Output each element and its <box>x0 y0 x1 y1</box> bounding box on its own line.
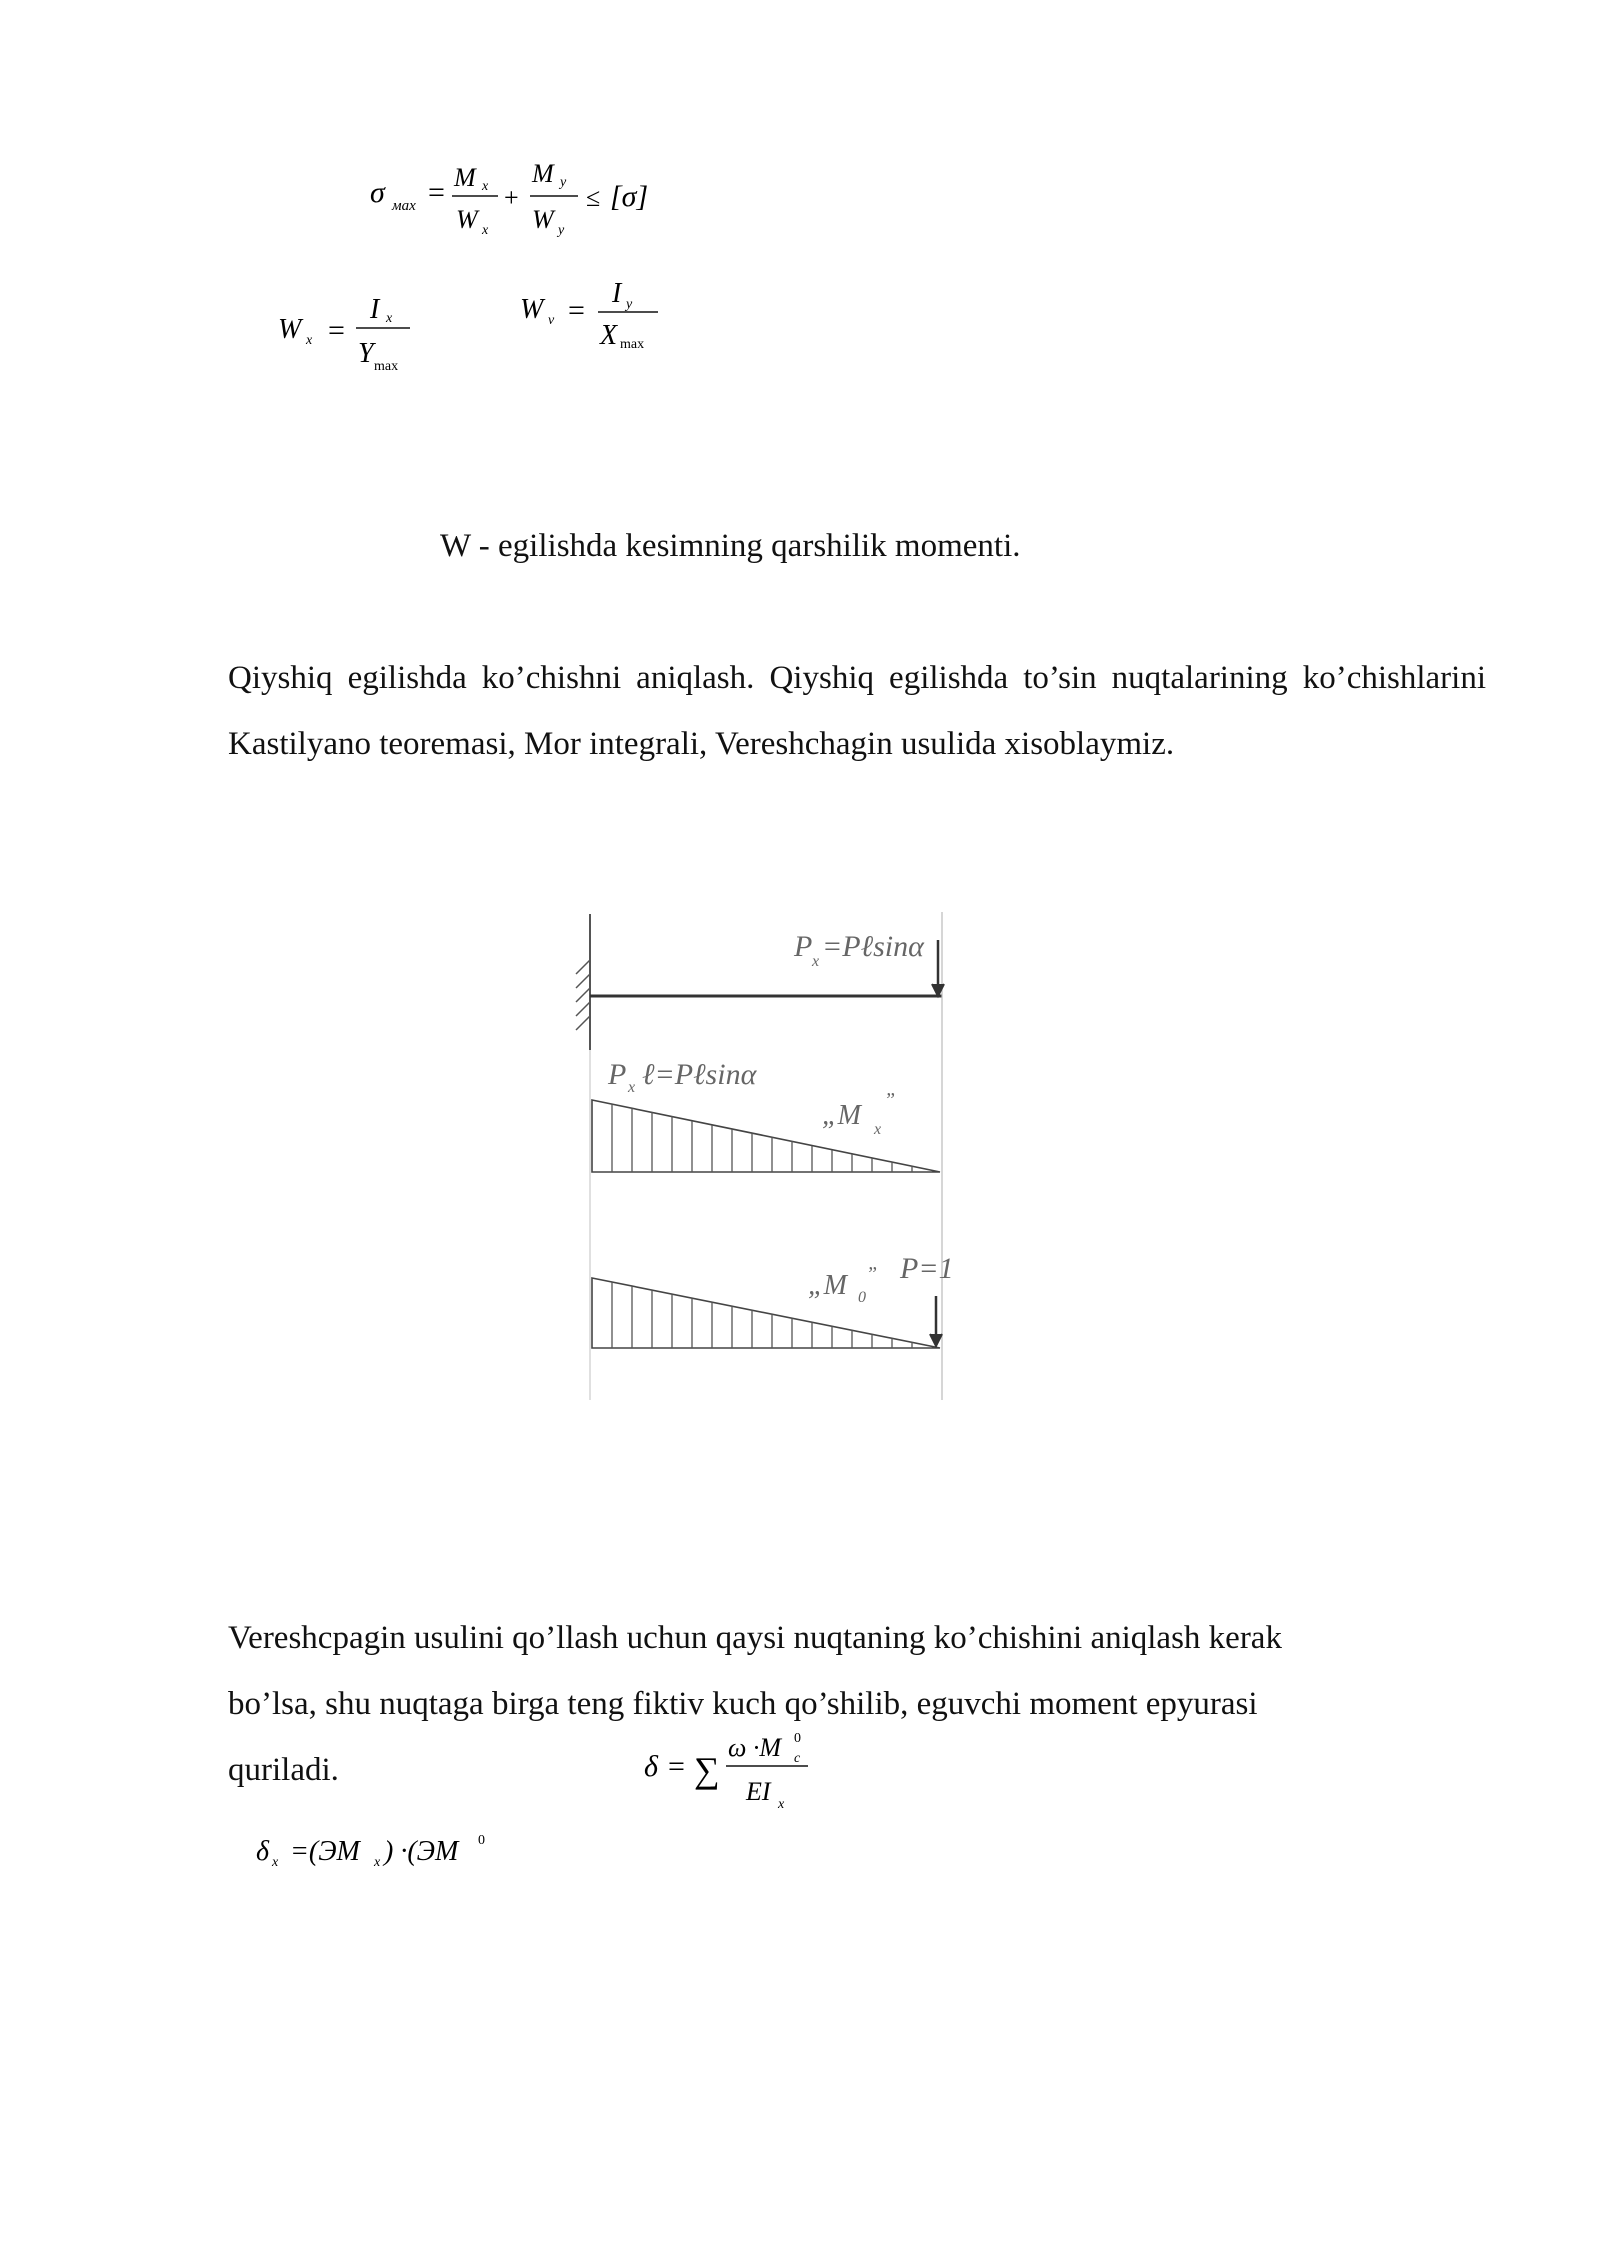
wy-lhs-sub: v <box>548 313 555 328</box>
sigma-symbol: σ <box>370 176 385 209</box>
numerator-my-sub: y <box>560 175 567 190</box>
denominator-wy-sub: y <box>558 223 565 238</box>
beam-figure <box>560 900 980 1420</box>
delta-numerator-sup: 0 <box>794 1731 801 1746</box>
wy-lhs: W <box>520 294 544 325</box>
numerator-mx-sub: x <box>482 179 489 194</box>
plus-sign: + <box>504 183 519 212</box>
wx-lhs: W <box>278 314 302 345</box>
paragraph-vereshchagin-line-2: bo’lsa, shu nuqtaga birga teng fiktiv kuch qo’shilib, eguvchi moment epyurasi <box>228 1686 1258 1722</box>
w-definition-line: W - egilishda kesimning qarshilik momenti. <box>440 528 1021 564</box>
delta-numerator-sub: c <box>794 1751 801 1766</box>
delta-denominator: EI <box>746 1777 771 1806</box>
moment-diagram-label-close: ” <box>884 1089 896 1111</box>
wy-numerator-sub: y <box>626 297 633 312</box>
equals-sign: = <box>568 294 585 327</box>
denominator-wy: W <box>532 205 554 234</box>
unit-diagram-label-sub: 0 <box>858 1289 866 1306</box>
paragraph-vereshchagin-line-3: quriladi. <box>228 1752 339 1788</box>
allowable-stress: [σ] <box>610 180 649 213</box>
wy-numerator: I <box>612 278 622 309</box>
moment-diagram-label-sub: x <box>874 1121 882 1138</box>
delta-x-lhs-sub: x <box>272 1855 279 1870</box>
wx-lhs-sub: x <box>306 333 313 348</box>
equals-sign: = <box>668 1750 685 1783</box>
unit-moment-diagram-hatch <box>612 1282 912 1348</box>
delta-x-lhs: δ <box>256 1836 270 1867</box>
moment-value-label-sub: x <box>628 1079 636 1096</box>
formula-wx <box>270 282 440 377</box>
sum-symbol: ∑ <box>694 1750 720 1790</box>
load-label: P <box>794 930 813 963</box>
denominator-wx: W <box>456 205 478 234</box>
unit-force-arrow-head <box>930 1334 942 1346</box>
fixed-support-hatch <box>576 960 590 1030</box>
equals-sign: = <box>328 314 345 347</box>
delta-x-rhs-a: =(ЭM <box>290 1836 360 1867</box>
unit-moment-diagram-m0 <box>592 1278 940 1348</box>
formula-delta-sum <box>638 1720 838 1815</box>
delta-symbol: δ <box>644 1750 658 1783</box>
wx-denominator-sub: max <box>374 359 399 374</box>
wy-denominator-sub: max <box>620 337 645 352</box>
formula-sigma-max <box>360 150 680 240</box>
delta-x-rhs-a-sub: x <box>374 1855 381 1870</box>
delta-numerator: ω ·M <box>728 1733 782 1762</box>
formula-delta-x <box>250 1820 510 1880</box>
load-label-sub: x <box>812 953 820 970</box>
numerator-mx: M <box>454 163 476 192</box>
delta-x-rhs-b: ) ·(ЭM <box>384 1836 459 1867</box>
load-label-rest: =Pℓsinα <box>822 930 924 963</box>
denominator-wx-sub: x <box>482 223 489 238</box>
wx-numerator: I <box>370 294 380 325</box>
wx-denominator: Y <box>358 338 374 369</box>
moment-value-label: P <box>608 1058 627 1091</box>
equals-sign: = <box>428 176 445 209</box>
unit-force-label: P=1 <box>900 1252 954 1285</box>
wy-denominator: X <box>600 320 618 351</box>
numerator-my: M <box>532 159 554 188</box>
paragraph-displacement-methods: Qiyshiq egilishda ko’chishni aniqlash. Qiyshiq egilishda to’sin nuqtalarining ko’chishlarini Kastilyano teoremasi, Mor integrali, Vereshchagin usulida xisoblaymiz. <box>228 660 1486 762</box>
moment-value-label-rest: ℓ=Pℓsinα <box>642 1058 757 1091</box>
delta-denominator-sub: x <box>778 1797 785 1812</box>
delta-x-rhs-b-sup: 0 <box>478 1833 485 1848</box>
unit-diagram-label: „M <box>808 1270 847 1301</box>
paragraph-vereshchagin-line-1: Vereshcpagin usulini qo’llash uchun qaysi nuqtaning ko’chishini aniqlash kerak <box>228 1620 1282 1656</box>
moment-diagram-label: „M <box>822 1100 861 1131</box>
sigma-subscript: мах <box>392 198 416 214</box>
less-equal-sign: ≤ <box>586 183 601 212</box>
wx-numerator-sub: x <box>386 311 393 326</box>
unit-diagram-label-close: ” <box>866 1263 878 1285</box>
formula-wy <box>512 272 682 367</box>
